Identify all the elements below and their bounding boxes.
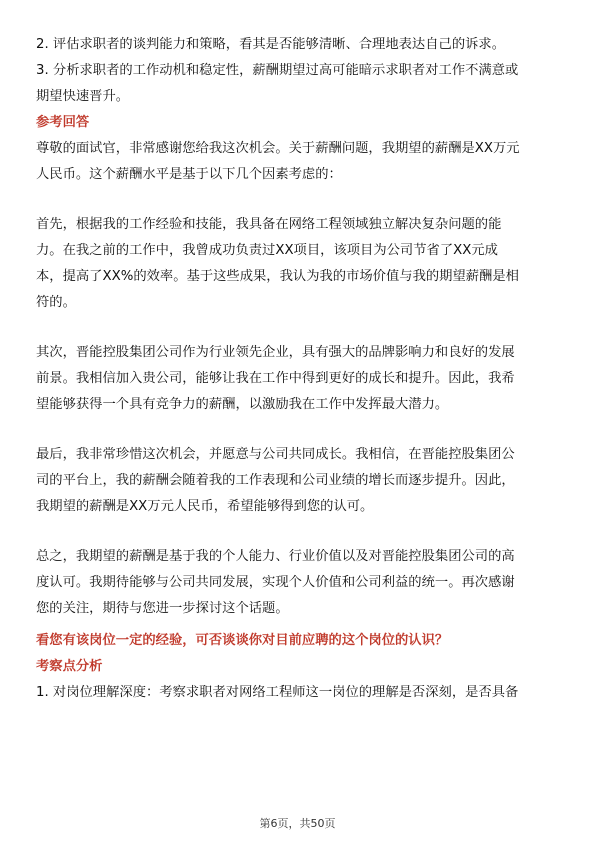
page-footer: 第6页，共50页 [259,817,336,830]
document-page [36,32,556,706]
answer-line: 人民币。这个薪酬水平是基于以下几个因素考虑的： [36,167,342,182]
answer-line: 司的平台上，我的薪酬会随着我的工作表现和公司业绩的增长而逐步提升。因此， [36,473,515,488]
criteria-line: 期望快速晋升。 [36,89,130,104]
answer-line: 力。在我之前的工作中，我曾成功负责过XX项目，该项目为公司节省了XX元成 [36,243,498,258]
answer-line: 望能够获得一个具有竞争力的薪酬，以激励我在工作中发挥最大潜力。 [36,397,449,412]
paragraph-gap [36,418,556,442]
answer-line: 前景。我相信加入贵公司，能够让我在工作中得到更好的成长和提升。因此，我希 [36,371,515,386]
answer-line: 我期望的薪酬是XX万元人民币，希望能够得到您的认可。 [36,499,374,514]
analysis-line: 1. 对岗位理解深度：考察求职者对网络工程师这一岗位的理解是否深刻，是否具备 [36,685,519,700]
answer-line: 度认可。我期待能够与公司共同发展，实现个人价值和公司利益的统一。再次感谢 [36,575,515,590]
answer-line: 总之，我期望的薪酬是基于我的个人能力、行业价值以及对晋能控股集团公司的高 [36,549,515,564]
answer-line: 符的。 [36,295,76,310]
answer-heading: 参考回答 [36,115,90,130]
paragraph-gap [36,188,556,212]
paragraph-gap [36,316,556,340]
analysis-heading: 考察点分析 [36,659,103,674]
question-heading: 看您有该岗位一定的经验，可否谈谈你对目前应聘的这个岗位的认识？ [36,633,449,648]
answer-line: 最后，我非常珍惜这次机会，并愿意与公司共同成长。我相信，在晋能控股集团公 [36,447,515,462]
paragraph-gap [36,520,556,544]
answer-line: 其次，晋能控股集团公司作为行业领先企业，具有强大的品牌影响力和良好的发展 [36,345,515,360]
answer-line: 尊敬的面试官，非常感谢您给我这次机会。关于薪酬问题，我期望的薪酬是XX万元 [36,141,520,156]
answer-line: 您的关注，期待与您进一步探讨这个话题。 [36,601,289,616]
criteria-line: 3. 分析求职者的工作动机和稳定性，薪酬期望过高可能暗示求职者对工作不满意或 [36,63,519,78]
answer-line: 本，提高了XX%的效率。基于这些成果，我认为我的市场价值与我的期望薪酬是相 [36,269,519,284]
criteria-line: 2. 评估求职者的谈判能力和策略，看其是否能够清晰、合理地表达自己的诉求。 [36,37,506,52]
answer-line: 首先，根据我的工作经验和技能，我具备在网络工程领域独立解决复杂问题的能 [36,217,502,232]
